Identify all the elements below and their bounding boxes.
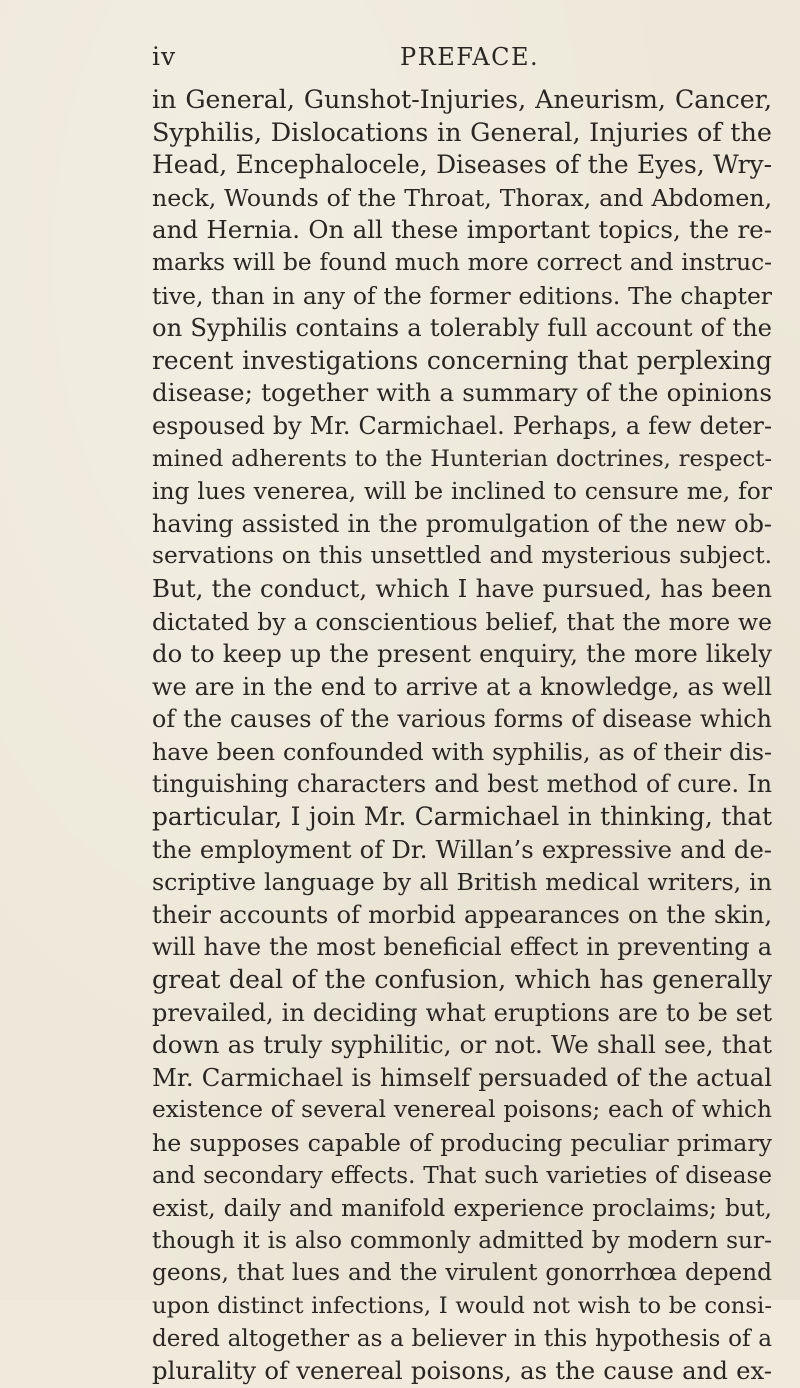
text-line: will have the most beneficial effect in preventing a	[152, 933, 772, 962]
text-line: down as truly syphilitic, or not. We shall see, that	[152, 1030, 772, 1060]
text-line: their accounts of morbid appearances on the skin,	[152, 900, 772, 929]
text-line: plurality of venereal poisons, as the cause and ex-	[152, 1356, 772, 1386]
text-line: on Syphilis contains a tolerably full account of the	[152, 314, 772, 343]
text-line: the employment of Dr. Willan’s expressive and de-	[152, 834, 772, 864]
text-line: we are in the end to arrive at a knowledge, as well	[152, 672, 772, 701]
text-line: though it is also commonly admitted by modern sur-	[152, 1226, 772, 1254]
text-line: and Hernia. On all these important topics, the re-	[152, 215, 772, 245]
text-line: neck, Wounds of the Throat, Thorax, and Abdomen,	[152, 183, 772, 212]
text-line: do to keep up the present enquiry, the more likely	[152, 639, 772, 669]
text-line: great deal of the confusion, which has generally	[152, 965, 772, 995]
text-line: dered altogether as a believer in this hypothesis of a	[152, 1325, 772, 1352]
text-line: exist, daily and manifold experience proclaims; but,	[152, 1194, 772, 1223]
text-line: ing lues venerea, will be inclined to censure me, for	[152, 477, 772, 506]
text-line: Mr. Carmichael is himself persuaded of the actual	[152, 1062, 772, 1092]
text-line: and secondary effects. That such varieties of disease	[152, 1162, 772, 1189]
text-line: scriptive language by all British medical writers, in	[152, 868, 772, 897]
text-line: he supposes capable of producing peculiar primary	[152, 1129, 772, 1157]
running-title: PREFACE.	[400, 43, 540, 71]
text-line: mined adherents to the Hunterian doctrines, respect-	[152, 445, 772, 472]
text-line: tinguishing characters and best method of cure. In	[152, 770, 772, 799]
text-line: recent investigations concerning that perplexing	[152, 345, 772, 375]
body-text	[152, 84, 772, 1388]
text-line: Head, Encephalocele, Diseases of the Eyes, Wry-	[152, 150, 772, 180]
text-line: geons, that lues and the virulent gonorrhœa depend	[152, 1259, 772, 1287]
page-number: iv	[152, 42, 177, 71]
text-line: Syphilis, Dislocations in General, Injuries of the	[152, 117, 772, 148]
text-line: dictated by a conscientious belief, that the more we	[152, 607, 772, 636]
text-line: have been confounded with syphilis, as of their dis-	[152, 737, 772, 766]
text-line: prevailed, in deciding what eruptions are to be set	[152, 998, 772, 1027]
text-line: existence of several venereal poisons; each of which	[152, 1096, 772, 1124]
text-line: having assisted in the promulgation of the new ob-	[152, 509, 772, 538]
text-line: servations on this unsettled and mysterious subject.	[152, 542, 772, 570]
text-line: particular, I join Mr. Carmichael in thinking, that	[152, 802, 772, 832]
text-line: tive, than in any of the former editions. The chapter	[152, 281, 772, 310]
text-line: espoused by Mr. Carmichael. Perhaps, a few deter-	[152, 411, 772, 440]
text-line: marks will be found much more correct and instruc-	[152, 248, 772, 276]
text-line: upon distinct infections, I would not wish to be consi-	[152, 1292, 772, 1319]
text-line: But, the conduct, which I have pursued, has been	[152, 573, 772, 603]
text-line: disease; together with a summary of the opinions	[152, 378, 772, 408]
running-head	[152, 42, 772, 72]
text-line: in General, Gunshot-Injuries, Aneurism, Cancer,	[152, 85, 772, 114]
text-line: of the causes of the various forms of disease which	[152, 705, 772, 734]
